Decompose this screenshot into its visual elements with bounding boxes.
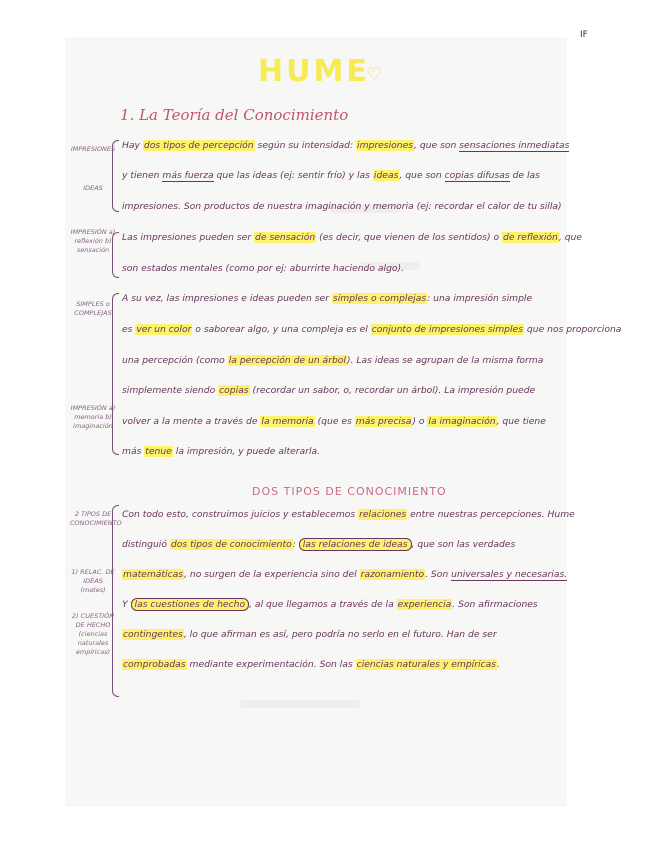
underlined-text: universales y necesarias. (451, 569, 568, 580)
text-segment: : una impresión simple (427, 293, 533, 304)
highlighted-text: comprobadas (123, 659, 186, 670)
margin-note-ideas: IDEAS (83, 184, 103, 192)
text-segment: , que son las verdades (411, 539, 516, 550)
highlighted-text: las relaciones de ideas (299, 538, 412, 551)
text-segment: Con todo esto, construimos juicios y establecemos (122, 509, 359, 520)
margin-note-simples-complejas: SIMPLES o COMPLEJAS (74, 300, 112, 317)
text-segment: : (292, 539, 299, 550)
text-line (122, 170, 540, 181)
text-segment: . Son afirmaciones (452, 599, 538, 610)
section-title: 1. La Teoría del Conocimiento (120, 106, 349, 124)
text-segment: según su intensidad: (254, 140, 357, 151)
highlighted-text: ideas (373, 170, 399, 181)
text-line (122, 263, 404, 274)
text-segment: ). Las ideas se agrupan de la misma forma (346, 355, 544, 366)
highlighted-text: más precisa (355, 416, 412, 427)
text-segment: A su vez, las impresiones e ideas pueden ser (122, 293, 332, 304)
text-segment: , que son (399, 170, 445, 181)
text-segment: (que es (314, 416, 355, 427)
text-segment: una percepción (como (122, 355, 228, 366)
highlighted-text: contingentes (123, 629, 183, 640)
text-line (122, 509, 575, 520)
text-segment: volver a la mente a través de (122, 416, 261, 427)
margin-note-cuestion-hecho: 2) CUESTIÓN DE HECHO (ciencias naturales empíricas) (71, 612, 115, 656)
text-line (122, 324, 621, 335)
highlighted-text: impresiones (357, 140, 414, 151)
text-line (122, 599, 538, 610)
text-segment: entre nuestras percepciones. Hume (407, 509, 575, 520)
highlighted-text: dos tipos de percepción (143, 140, 254, 151)
brace (112, 505, 119, 697)
page-title: HUME (258, 54, 370, 89)
highlighted-text: matemáticas (123, 569, 184, 580)
highlighted-text: tenue (145, 446, 172, 457)
highlighted-text: la memoria (261, 416, 314, 427)
text-segment: , no surgen de la experiencia sino del (184, 569, 360, 580)
text-segment: , lo que afirman es así, pero podría no serlo en el futuro. Han de ser (183, 629, 497, 640)
text-segment: , al que llegamos a través de la (249, 599, 397, 610)
text-line (122, 232, 582, 243)
margin-note-impresion-tipos: IMPRESIÓN a) reflexión b) sensación (70, 228, 116, 254)
margin-note-relacion-ideas: 1) RELAC. DE IDEAS (mates) (71, 568, 115, 594)
bleed-through-mark (240, 700, 360, 708)
margin-note-tipos-conocimiento: 2 TIPOS DE CONOCIMIENTO (70, 510, 122, 527)
text-segment: y tienen (122, 170, 163, 181)
highlighted-text: de reflexión (503, 232, 558, 243)
text-line (122, 385, 535, 396)
highlighted-text: de sensación (255, 232, 316, 243)
text-line (122, 140, 569, 151)
text-segment: . (497, 659, 500, 670)
highlighted-text: razonamiento (360, 569, 425, 580)
text-segment: o saborear algo, y una compleja es el (192, 324, 371, 335)
text-segment: mediante experimentación. Son las (186, 659, 356, 670)
subsection-title: DOS TIPOS DE CONOCIMIENTO (252, 485, 447, 498)
text-segment: , que (558, 232, 583, 243)
text-line (122, 355, 543, 366)
highlighted-text: la percepción de un árbol (228, 355, 346, 366)
highlighted-text: conjunto de impresiones simples (371, 324, 523, 335)
text-segment: (es decir, que vienen de los sentidos) o (316, 232, 502, 243)
highlighted-text: ciencias naturales y empíricas (356, 659, 497, 670)
text-segment: , que son (414, 140, 460, 151)
text-segment: de las (509, 170, 540, 181)
text-segment: más (122, 446, 145, 457)
margin-note-impresiones: IMPRESIONES (70, 145, 116, 153)
text-line (122, 629, 497, 640)
text-segment: ) o (412, 416, 428, 427)
text-line (122, 569, 567, 580)
underlined-text: copias difusas (444, 170, 510, 181)
text-segment: simplemente siendo (122, 385, 219, 396)
text-segment: Las impresiones pueden ser (122, 232, 255, 243)
text-segment: Y (122, 599, 131, 610)
corner-mark: IF (580, 30, 588, 40)
heart-icon: ♡ (366, 64, 383, 85)
text-line (122, 293, 532, 304)
text-segment: Hay (122, 140, 143, 151)
text-segment: la impresión, y puede alterarla. (172, 446, 321, 457)
highlighted-text: la imaginación (428, 416, 496, 427)
text-line (122, 446, 320, 457)
underlined-text: más fuerza (162, 170, 214, 181)
highlighted-text: ver un color (136, 324, 192, 335)
underlined-text: sensaciones inmediatas (459, 140, 570, 151)
text-line (122, 539, 515, 550)
text-line (122, 659, 500, 670)
text-segment: impresiones. Son productos de nuestra imaginación y memoria (ej: recordar el calor de tu silla) (122, 201, 562, 212)
highlighted-text: las cuestiones de hecho (131, 598, 250, 611)
highlighted-text: relaciones (359, 509, 407, 520)
highlighted-text: dos tipos de conocimiento (170, 539, 292, 550)
text-segment: . Son (425, 569, 452, 580)
margin-note-memoria-imaginacion: IMPRESIÓN a) memoria b) imaginación (70, 404, 116, 430)
highlighted-text: simples o complejas (332, 293, 427, 304)
text-segment: (recordar un sabor, o, recordar un árbol). La impresión puede (249, 385, 536, 396)
text-segment: distinguió (122, 539, 170, 550)
text-line (122, 201, 562, 212)
text-line (122, 416, 546, 427)
text-segment: son estados mentales (como por ej: aburrirte haciendo algo). (122, 263, 405, 274)
highlighted-text: experiencia (397, 599, 452, 610)
text-segment: , que tiene (496, 416, 546, 427)
text-segment: es (122, 324, 136, 335)
text-segment: que las ideas (ej: sentir frío) y las (213, 170, 373, 181)
highlighted-text: copias (219, 385, 249, 396)
text-segment: que nos proporciona (524, 324, 622, 335)
